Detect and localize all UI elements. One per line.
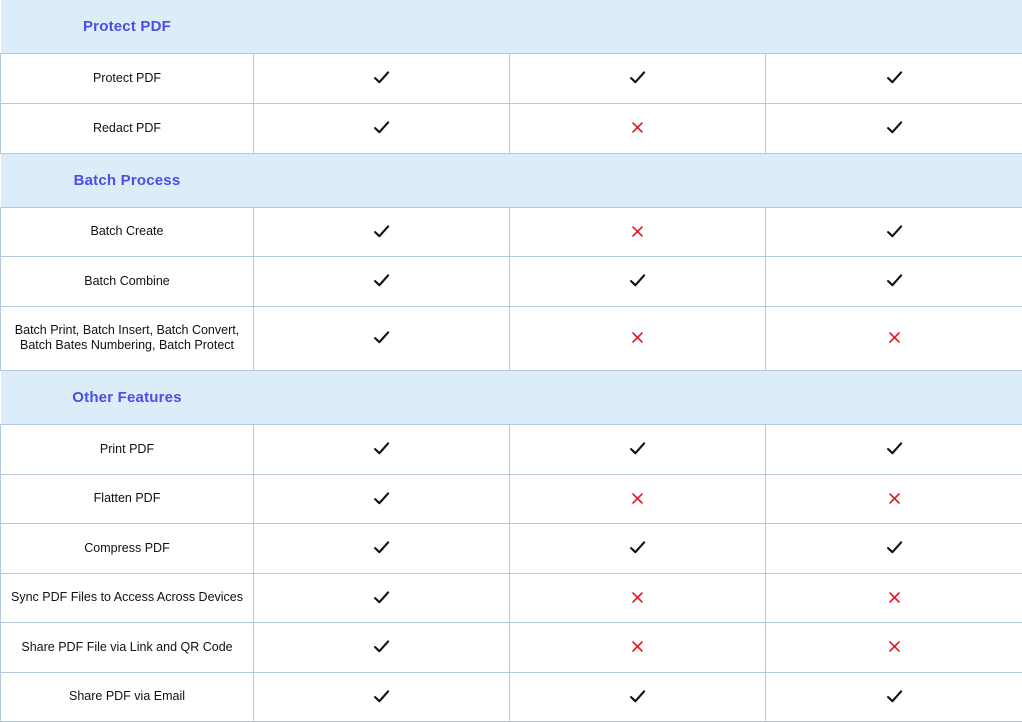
supported-cell [766,103,1022,153]
supported-cell [254,622,510,672]
cross-icon [631,640,644,653]
check-icon [629,539,646,556]
supported-cell [254,672,510,721]
supported-cell [254,424,510,474]
cross-icon [631,591,644,604]
table-row [1,672,1022,721]
feature-label: Print PDF [1,424,254,474]
section-header-batch-process [1,153,1022,207]
check-icon [373,223,390,240]
section-title: Other Features [1,389,254,406]
supported-cell [766,53,1022,103]
check-icon [886,272,903,289]
section-title: Batch Process [1,172,254,189]
supported-cell [766,523,1022,573]
supported-cell [766,424,1022,474]
table-row [1,53,1022,103]
table-row [1,523,1022,573]
feature-label: Batch Create [1,207,254,256]
unsupported-cell [510,573,766,622]
supported-cell [254,474,510,523]
check-icon [629,440,646,457]
check-icon [373,329,390,346]
check-icon [886,223,903,240]
supported-cell [766,256,1022,306]
cross-icon [888,640,901,653]
unsupported-cell [510,103,766,153]
supported-cell [254,256,510,306]
feature-label: Flatten PDF [1,474,254,523]
check-icon [886,688,903,705]
feature-label: Batch Combine [1,256,254,306]
feature-label: Compress PDF [1,523,254,573]
check-icon [373,69,390,86]
check-icon [629,272,646,289]
cross-icon [888,591,901,604]
check-icon [373,539,390,556]
table-row [1,306,1022,370]
unsupported-cell [766,622,1022,672]
check-icon [886,119,903,136]
table-row [1,622,1022,672]
cross-icon [631,331,644,344]
feature-label: Sync PDF Files to Access Across Devices [1,573,254,622]
check-icon [886,539,903,556]
check-icon [886,440,903,457]
cross-icon [631,225,644,238]
check-icon [373,440,390,457]
check-icon [373,272,390,289]
cross-icon [888,492,901,505]
unsupported-cell [766,306,1022,370]
check-icon [373,119,390,136]
supported-cell [254,306,510,370]
supported-cell [254,53,510,103]
check-icon [373,688,390,705]
table-row [1,207,1022,256]
check-icon [373,490,390,507]
table-row [1,573,1022,622]
feature-label: Share PDF via Email [1,672,254,721]
check-icon [886,69,903,86]
check-icon [373,589,390,606]
supported-cell [254,103,510,153]
supported-cell [254,573,510,622]
unsupported-cell [766,474,1022,523]
table-row [1,103,1022,153]
supported-cell [254,523,510,573]
check-icon [373,638,390,655]
unsupported-cell [510,474,766,523]
supported-cell [510,523,766,573]
cross-icon [631,121,644,134]
check-icon [629,69,646,86]
unsupported-cell [510,207,766,256]
unsupported-cell [510,622,766,672]
supported-cell [510,672,766,721]
feature-label: Redact PDF [1,103,254,153]
section-header-protect-pdf [1,0,1022,53]
table-row [1,474,1022,523]
section-header-other-features [1,370,1022,424]
supported-cell [510,53,766,103]
cross-icon [888,331,901,344]
supported-cell [510,424,766,474]
supported-cell [510,256,766,306]
supported-cell [766,207,1022,256]
cross-icon [631,492,644,505]
feature-label: Batch Print, Batch Insert, Batch Convert, Batch Bates Numbering, Batch Protect [1,306,254,370]
unsupported-cell [766,573,1022,622]
table-row [1,256,1022,306]
check-icon [629,688,646,705]
unsupported-cell [510,306,766,370]
supported-cell [254,207,510,256]
section-title: Protect PDF [1,18,254,35]
table-row [1,424,1022,474]
supported-cell [766,672,1022,721]
feature-label: Share PDF File via Link and QR Code [1,622,254,672]
feature-label: Protect PDF [1,53,254,103]
